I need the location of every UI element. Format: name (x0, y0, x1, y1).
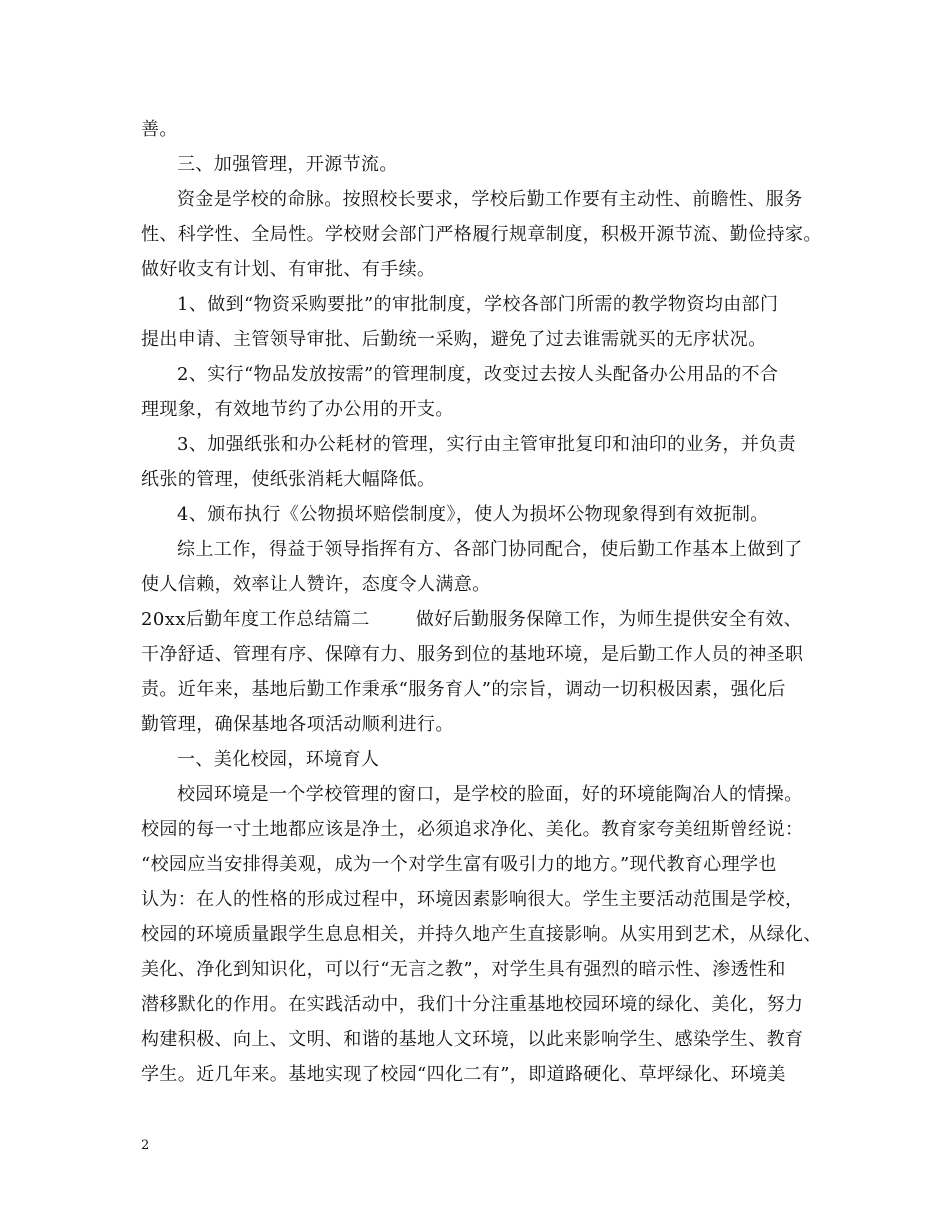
list-item-line: 理现象，有效地节约了办公用的开支。 (141, 399, 454, 420)
list-item-line: 4、颁布执行《公物损坏赔偿制度》，使人为损坏公物现象得到有效扼制。 (177, 504, 769, 525)
paragraph-line: 学生。近几年来。基地实现了校园“四化二有”，即道路硬化、草坪绿化、环境美 (141, 1064, 786, 1085)
list-item-line: 2、实行“物品发放按需”的管理制度，改变过去按人头配备办公用品的不合 (177, 364, 779, 385)
paragraph-line: 认为：在人的性格的形成过程中，环境因素影响很大。学生主要活动范围是学校， (141, 889, 804, 910)
paragraph-line: 做好收支有计划、有审批、有手续。 (141, 259, 436, 280)
list-item-line: 1、做到“物资采购要批”的审批制度，学校各部门所需的教学物资均由部门 (177, 294, 779, 315)
list-item-line: 3、加强纸张和办公耗材的管理，实行由主管审批复印和油印的业务，并负责 (177, 434, 797, 455)
paragraph-line: 勤管理，确保基地各项活动顺利进行。 (141, 714, 454, 735)
page-number: 2 (141, 1138, 150, 1153)
paragraph-line: 资金是学校的命脉。按照校长要求，学校后勤工作要有主动性、前瞻性、服务 (177, 189, 803, 210)
paragraph-line: 责。近年来，基地后勤工作秉承“服务育人”的宗旨，调动一切积极因素，强化后 (141, 679, 786, 700)
section-title: 20xx后勤年度工作总结篇二 (141, 609, 370, 630)
text-line: 善。 (141, 119, 178, 140)
list-item-line: 提出申请、主管领导审批、后勤统一采购，避免了过去谁需就买的无序状况。 (141, 329, 767, 350)
paragraph-line: 构建积极、向上、文明、和谐的基地人文环境，以此来影响学生、感染学生、教育 (141, 1029, 804, 1050)
section-heading: 一、美化校园，环境育人 (177, 749, 380, 770)
paragraph-line: 综上工作，得益于领导指挥有方、各部门协同配合，使后勤工作基本上做到了 (177, 539, 803, 560)
section-title-line (141, 609, 802, 631)
paragraph-line: 美化、净化到知识化，可以行“无言之教”，对学生具有强烈的暗示性、渗透性和 (141, 959, 786, 980)
paragraph-line: 校园的环境质量跟学生息息相关，并持久地产生直接影响。从实用到艺术，从绿化、 (141, 924, 822, 945)
paragraph-text: 做好后勤服务保障工作，为师生提供安全有效、 (415, 609, 803, 630)
paragraph-line: 潜移默化的作用。在实践活动中，我们十分注重基地校园环境的绿化、美化，努力 (141, 994, 804, 1015)
section-heading: 三、加强管理，开源节流。 (177, 154, 398, 175)
paragraph-line: 校园环境是一个学校管理的窗口，是学校的脸面，好的环境能陶冶人的情操。 (177, 784, 803, 805)
paragraph-line: “校园应当安排得美观，成为一个对学生富有吸引力的地方。”现代教育心理学也 (141, 854, 777, 875)
paragraph-line: 性、科学性、全局性。学校财会部门严格履行规章制度，积极开源节流、勤俭持家。 (141, 224, 822, 245)
list-item-line: 纸张的管理，使纸张消耗大幅降低。 (141, 469, 436, 490)
paragraph-line: 干净舒适、管理有序、保障有力、服务到位的基地环境，是后勤工作人员的神圣职 (141, 644, 804, 665)
paragraph-line: 使人信赖，效率让人赞许，态度令人满意。 (141, 574, 491, 595)
paragraph-line: 校园的每一寸土地都应该是净土，必须追求净化、美化。教育家夸美纽斯曾经说： (141, 819, 804, 840)
